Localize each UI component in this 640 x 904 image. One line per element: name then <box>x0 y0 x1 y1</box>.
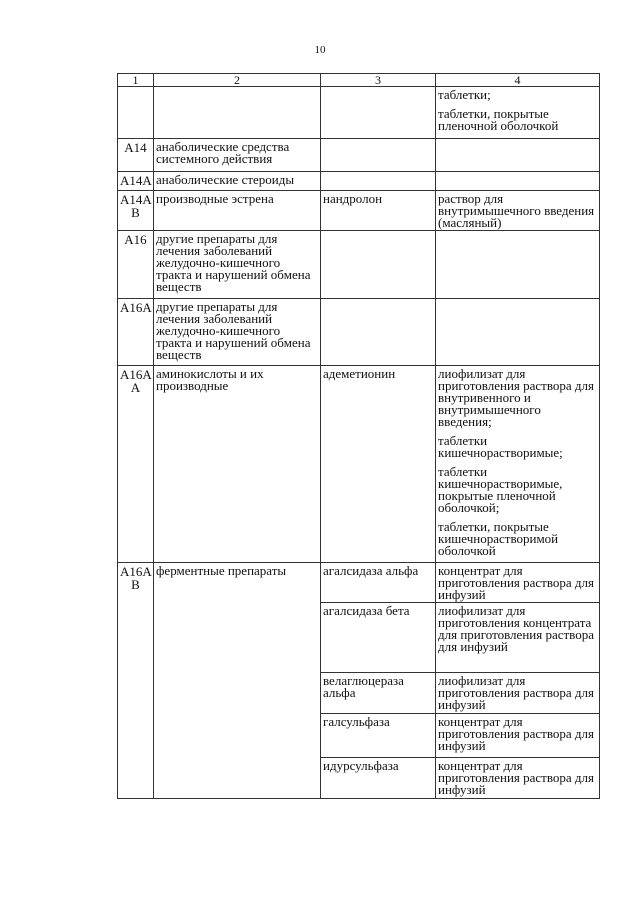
substance-cell: агалсидаза бета <box>321 603 436 673</box>
atc-code-cell: A14A B <box>118 191 154 231</box>
atc-code-cell: A14 <box>118 139 154 172</box>
table-row <box>118 87 600 139</box>
column-header: 1 <box>118 74 154 87</box>
group-name-cell: другие препараты для лечения заболеваний желудочно-кишечного тракта и нарушений обмена веществ <box>154 299 321 366</box>
dosage-form: таблетки кишечнорастворимые; <box>438 433 563 460</box>
substance-cell: велаглюцераза альфа <box>321 673 436 714</box>
dosage-form: раствор для внутримышечного введения (масляный) <box>438 191 595 230</box>
substance-cell <box>321 231 436 299</box>
table-row <box>118 299 600 366</box>
substance-cell <box>321 299 436 366</box>
dosage-form: таблетки; <box>438 87 491 102</box>
substance-cell: нандролон <box>321 191 436 231</box>
table-row <box>118 366 600 563</box>
substance-cell: галсульфаза <box>321 714 436 758</box>
group-name-cell: анаболические средства системного действия <box>154 139 321 172</box>
dosage-form: концентрат для приготовления раствора для инфузий <box>438 714 594 753</box>
column-header: 3 <box>321 74 436 87</box>
page-number: 10 <box>314 44 326 56</box>
group-name-cell: другие препараты для лечения заболеваний желудочно-кишечного тракта и нарушений обмена веществ <box>154 231 321 299</box>
dosage-form: таблетки, покрытые кишечнорастворимой оболочкой <box>438 519 559 558</box>
atc-code-cell <box>118 87 154 139</box>
substance-cell: адеметионин <box>321 366 436 563</box>
dosage-form: лиофилизат для приготовления раствора для внутривенного и внутримышечного введения; <box>438 366 594 429</box>
group-name-cell: ферментные препараты <box>154 563 321 799</box>
table-row <box>118 231 600 299</box>
dosage-form: таблетки кишечнорастворимые, покрытые пленочной оболочкой; <box>438 464 563 515</box>
dosage-form: концентрат для приготовления раствора для инфузий <box>438 563 594 602</box>
table-row <box>118 563 600 603</box>
dosage-forms-cell <box>436 563 600 603</box>
group-name-cell: производные эстрена <box>154 191 321 231</box>
substance-cell: идурсульфаза <box>321 758 436 799</box>
table-header-row <box>118 74 600 87</box>
group-name-cell: анаболические стероиды <box>154 172 321 191</box>
table-row <box>118 191 600 231</box>
atc-code-cell: A16A B <box>118 563 154 799</box>
drug-table <box>117 73 600 799</box>
dosage-forms-cell <box>436 299 600 366</box>
dosage-forms-cell <box>436 603 600 673</box>
substance-cell <box>321 139 436 172</box>
dosage-forms-cell <box>436 87 600 139</box>
dosage-form: лиофилизат для приготовления раствора для инфузий <box>438 673 594 712</box>
dosage-forms-cell <box>436 366 600 563</box>
dosage-forms-cell <box>436 714 600 758</box>
dosage-forms-cell <box>436 191 600 231</box>
column-header: 2 <box>154 74 321 87</box>
group-name-cell: аминокислоты и их производные <box>154 366 321 563</box>
table-row <box>118 172 600 191</box>
dosage-forms-cell <box>436 673 600 714</box>
atc-code-cell: A16A A <box>118 366 154 563</box>
dosage-forms-cell <box>436 231 600 299</box>
table-row <box>118 139 600 172</box>
substance-cell: агалсидаза альфа <box>321 563 436 603</box>
atc-code-cell: A16 <box>118 231 154 299</box>
group-name-cell <box>154 87 321 139</box>
substance-cell <box>321 172 436 191</box>
dosage-forms-cell <box>436 172 600 191</box>
dosage-form: лиофилизат для приготовления концентрата для приготовления раствора для инфузий <box>438 603 594 654</box>
dosage-form: концентрат для приготовления раствора для инфузий <box>438 758 594 797</box>
substance-cell <box>321 87 436 139</box>
atc-code-cell: A14A <box>118 172 154 191</box>
dosage-forms-cell <box>436 139 600 172</box>
column-header: 4 <box>436 74 600 87</box>
dosage-form: таблетки, покрытые пленочной оболочкой <box>438 106 559 133</box>
atc-code-cell: A16A <box>118 299 154 366</box>
dosage-forms-cell <box>436 758 600 799</box>
